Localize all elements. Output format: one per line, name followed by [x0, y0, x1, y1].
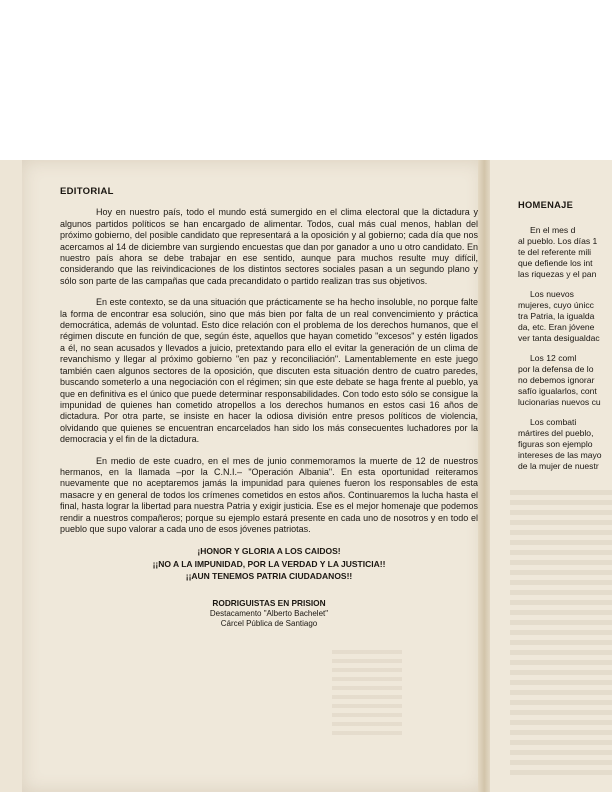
- homenaje-heading: HOMENAJE: [518, 200, 574, 210]
- text-line: En el mes d: [530, 225, 576, 235]
- text-line: safío igualarlos, cont: [518, 386, 597, 396]
- homenaje-paragraph-1: [518, 225, 612, 280]
- signature-unit: Destacamento "Alberto Bachelet": [209, 608, 329, 618]
- show-through-texture: [510, 490, 612, 780]
- document-spread: [0, 160, 612, 792]
- text-line: no debemos ignorar: [518, 375, 595, 385]
- text-line: lucionarias nuevos cu: [518, 397, 601, 407]
- signature-place: Cárcel Pública de Santiago: [220, 618, 318, 628]
- homenaje-section: [518, 200, 612, 481]
- text-line: tra Patria, la igualda: [518, 311, 595, 321]
- right-page: [490, 160, 612, 792]
- text-line: al pueblo. Los días 1: [518, 236, 598, 246]
- homenaje-paragraph-2: [518, 289, 612, 344]
- editorial-heading: EDITORIAL: [60, 186, 114, 197]
- text-line: mujeres, cuyo únicc: [518, 300, 594, 310]
- text-line: te del referente mili: [518, 247, 592, 257]
- homenaje-paragraph-3: [518, 353, 612, 408]
- text-line: de la mujer de nuestr: [518, 461, 599, 471]
- slogan-1: ¡HONOR Y GLORIA A LOS CAIDOS!: [197, 546, 341, 557]
- text-line: da, etc. Eran jóvene: [518, 322, 595, 332]
- signature-org: RODRIGUISTAS EN PRISION: [212, 597, 326, 608]
- slogan-3: ¡¡AUN TENEMOS PATRIA CIUDADANOS!!: [185, 570, 353, 581]
- text-line: Los 12 coml: [530, 353, 577, 363]
- slogan-2: ¡¡NO A LA IMPUNIDAD, POR LA VERDAD Y LA JUSTICIA!!: [152, 558, 386, 569]
- slogans-block: [60, 545, 478, 582]
- text-line: ver tanta desigualdac: [518, 333, 600, 343]
- text-line: que defiende los int: [518, 258, 593, 268]
- show-through-texture: [332, 650, 402, 740]
- text-line: intereses de las mayo: [518, 450, 602, 460]
- signature-block: [60, 598, 478, 629]
- text-line: mártires del pueblo,: [518, 428, 594, 438]
- editorial-paragraph-2: En este contexto, se da una situación que prácticamente se ha hecho insoluble, no porque falte la forma de encontrar esa solución, sino que más bien por falta de un real convencimiento y práctica democrática, además de voluntad. Esto dice relación con el problema de los derechos humanos, que el régimen discute en función de que, según éste, aquellos que hayan cometido "excesos" y estén ligados a él, no sean acusados y llevados a juicio, pretextando para ello el evitar la generación de un clima de revanchismo y llegar al próximo gobierno "en paz y reconciliación". Lamentablemente en este juego también caen algunos sectores de la oposición, que discuten esta situación dentro de cuatro paredes, buscando someterlo a una negociación con el régimen; sin que este debate se haga frente al pueblo, ya que en definitiva es el único que puede determinar responsabilidades. Con todo esto sólo se consigue la impunidad de quienes han cometido atropellos a los derechos humanos en estos casi 16 años de dictadura. Por otra parte, se insiste en hacer la odiosa división entre presos políticos de violencia, olvidando que quienes se encuentran encarcelados han sido los más consecuentes luchadores por la democracia y el fin de la dictadura.: [60, 297, 478, 445]
- editorial-paragraph-1: Hoy en nuestro país, todo el mundo está sumergido en el clima electoral que la dictadura y algunos partidos políticos se han encargado de alimentar. Todos, cual más cual menos, hablan del próximo gobierno, del posible candidato que representará a la oposición y al gobierno; cada día que nos acercamos al 14 de diciembre van surgiendo encuestas que dan por ganador a uno u otro candidato. En nuestro país ahora se debe trabajar en ese sentido, aunque para muchos resulte muy difícil, considerando que las reivindicaciones de los distintos sectores sociales pasan a un segundo plano y sólo son parte de las campañas que cada precandidato o partido realizan tras sus objetivos.: [60, 207, 478, 286]
- left-page: [22, 160, 484, 792]
- homenaje-paragraph-4: [518, 417, 612, 472]
- text-line: las riquezas y el pan: [518, 269, 597, 279]
- text-line: Los nuevos: [530, 289, 574, 299]
- text-line: por la defensa de lo: [518, 364, 594, 374]
- editorial-paragraph-3: En medio de este cuadro, en el mes de junio conmemoramos la muerte de 12 de nuestros hermanos, en la llamada –por la C.N.I.– "Operación Albania". En esta oportunidad reiteramos nuevamente que no aceptaremos jamás la impunidad para quienes fueron los responsables de esta masacre y en general de todos los crímenes cometidos en estos años. Continuaremos la lucha hasta el final, hasta lograr la libertad para nuestra Patria y exigir justicia. Ese es el mejor homenaje que podemos rendir a nuestros compañeros; porque su ejemplo estará presente en cada uno de nosotros y en todo el pueblo que supo valorar a cada uno de esos jóvenes patriotas.: [60, 455, 478, 534]
- text-line: Los combati: [530, 417, 577, 427]
- text-line: figuras son ejemplo: [518, 439, 593, 449]
- editorial-section: [60, 186, 478, 629]
